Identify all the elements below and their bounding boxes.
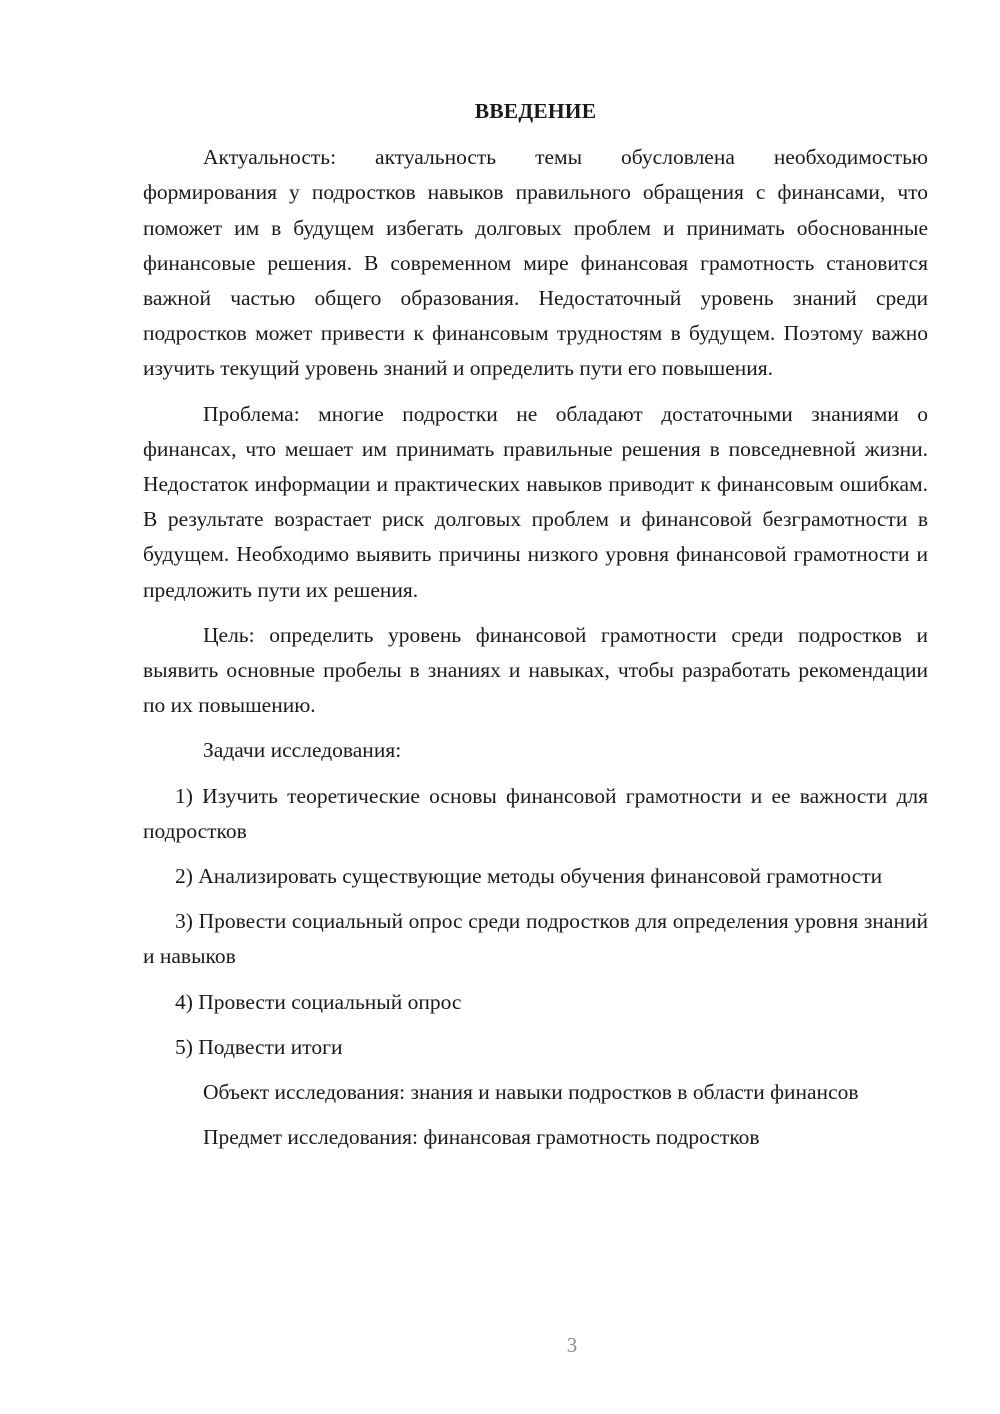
paragraph-problem: Проблема: многие подростки не обладают достаточными знаниями о финансах, что мешает им принимать правильные решения в повседневной жизни. Недостаток информации и практических навыков приводит к финансовым ошибкам. В результате возрастает риск долговых проблем и финансовой безграмотности в будущем. Необходимо выявить причины низкого уровня финансовой грамотности и предложить пути их решения. [143, 401, 928, 602]
task-item-3: 3) Провести социальный опрос среди подростков для определения уровня знаний и навыков [143, 909, 928, 969]
task-item-2: 2) Анализировать существующие методы обучения финансовой грамотности [175, 864, 883, 889]
section-title: ВВЕДЕНИЕ [474, 99, 597, 123]
task-item-1: 1) Изучить теоретические основы финансовой грамотности и ее важности для подростков [143, 783, 928, 843]
paragraph-subject: Предмет исследования: финансовая грамотность подростков [203, 1125, 760, 1150]
paragraph-object: Объект исследования: знания и навыки подростков в области финансов [203, 1080, 859, 1105]
page-content [143, 94, 928, 1155]
tasks-heading: Задачи исследования: [203, 738, 402, 763]
page-number: 3 [566, 1333, 578, 1357]
paragraph-goal: Цель: определить уровень финансовой грамотности среди подростков и выявить основные пробелы в знаниях и навыках, чтобы разработать рекомендации по их повышению. [143, 622, 928, 718]
task-item-4: 4) Провести социальный опрос [175, 989, 462, 1014]
paragraph-relevance: Актуальность: актуальность темы обусловлена необходимостью формирования у подростков навыков правильного обращения с финансами, что поможет им в будущем избегать долговых проблем и принимать обоснованные финансовые решения. В современном мире финансовая грамотность становится важной частью общего образования. Недостаточный уровень знаний среди подростков может привести к финансовым трудностям в будущем. Поэтому важно изучить текущий уровень знаний и определить пути его повышения. [143, 145, 928, 381]
task-item-5: 5) Подвести итоги [175, 1034, 343, 1059]
